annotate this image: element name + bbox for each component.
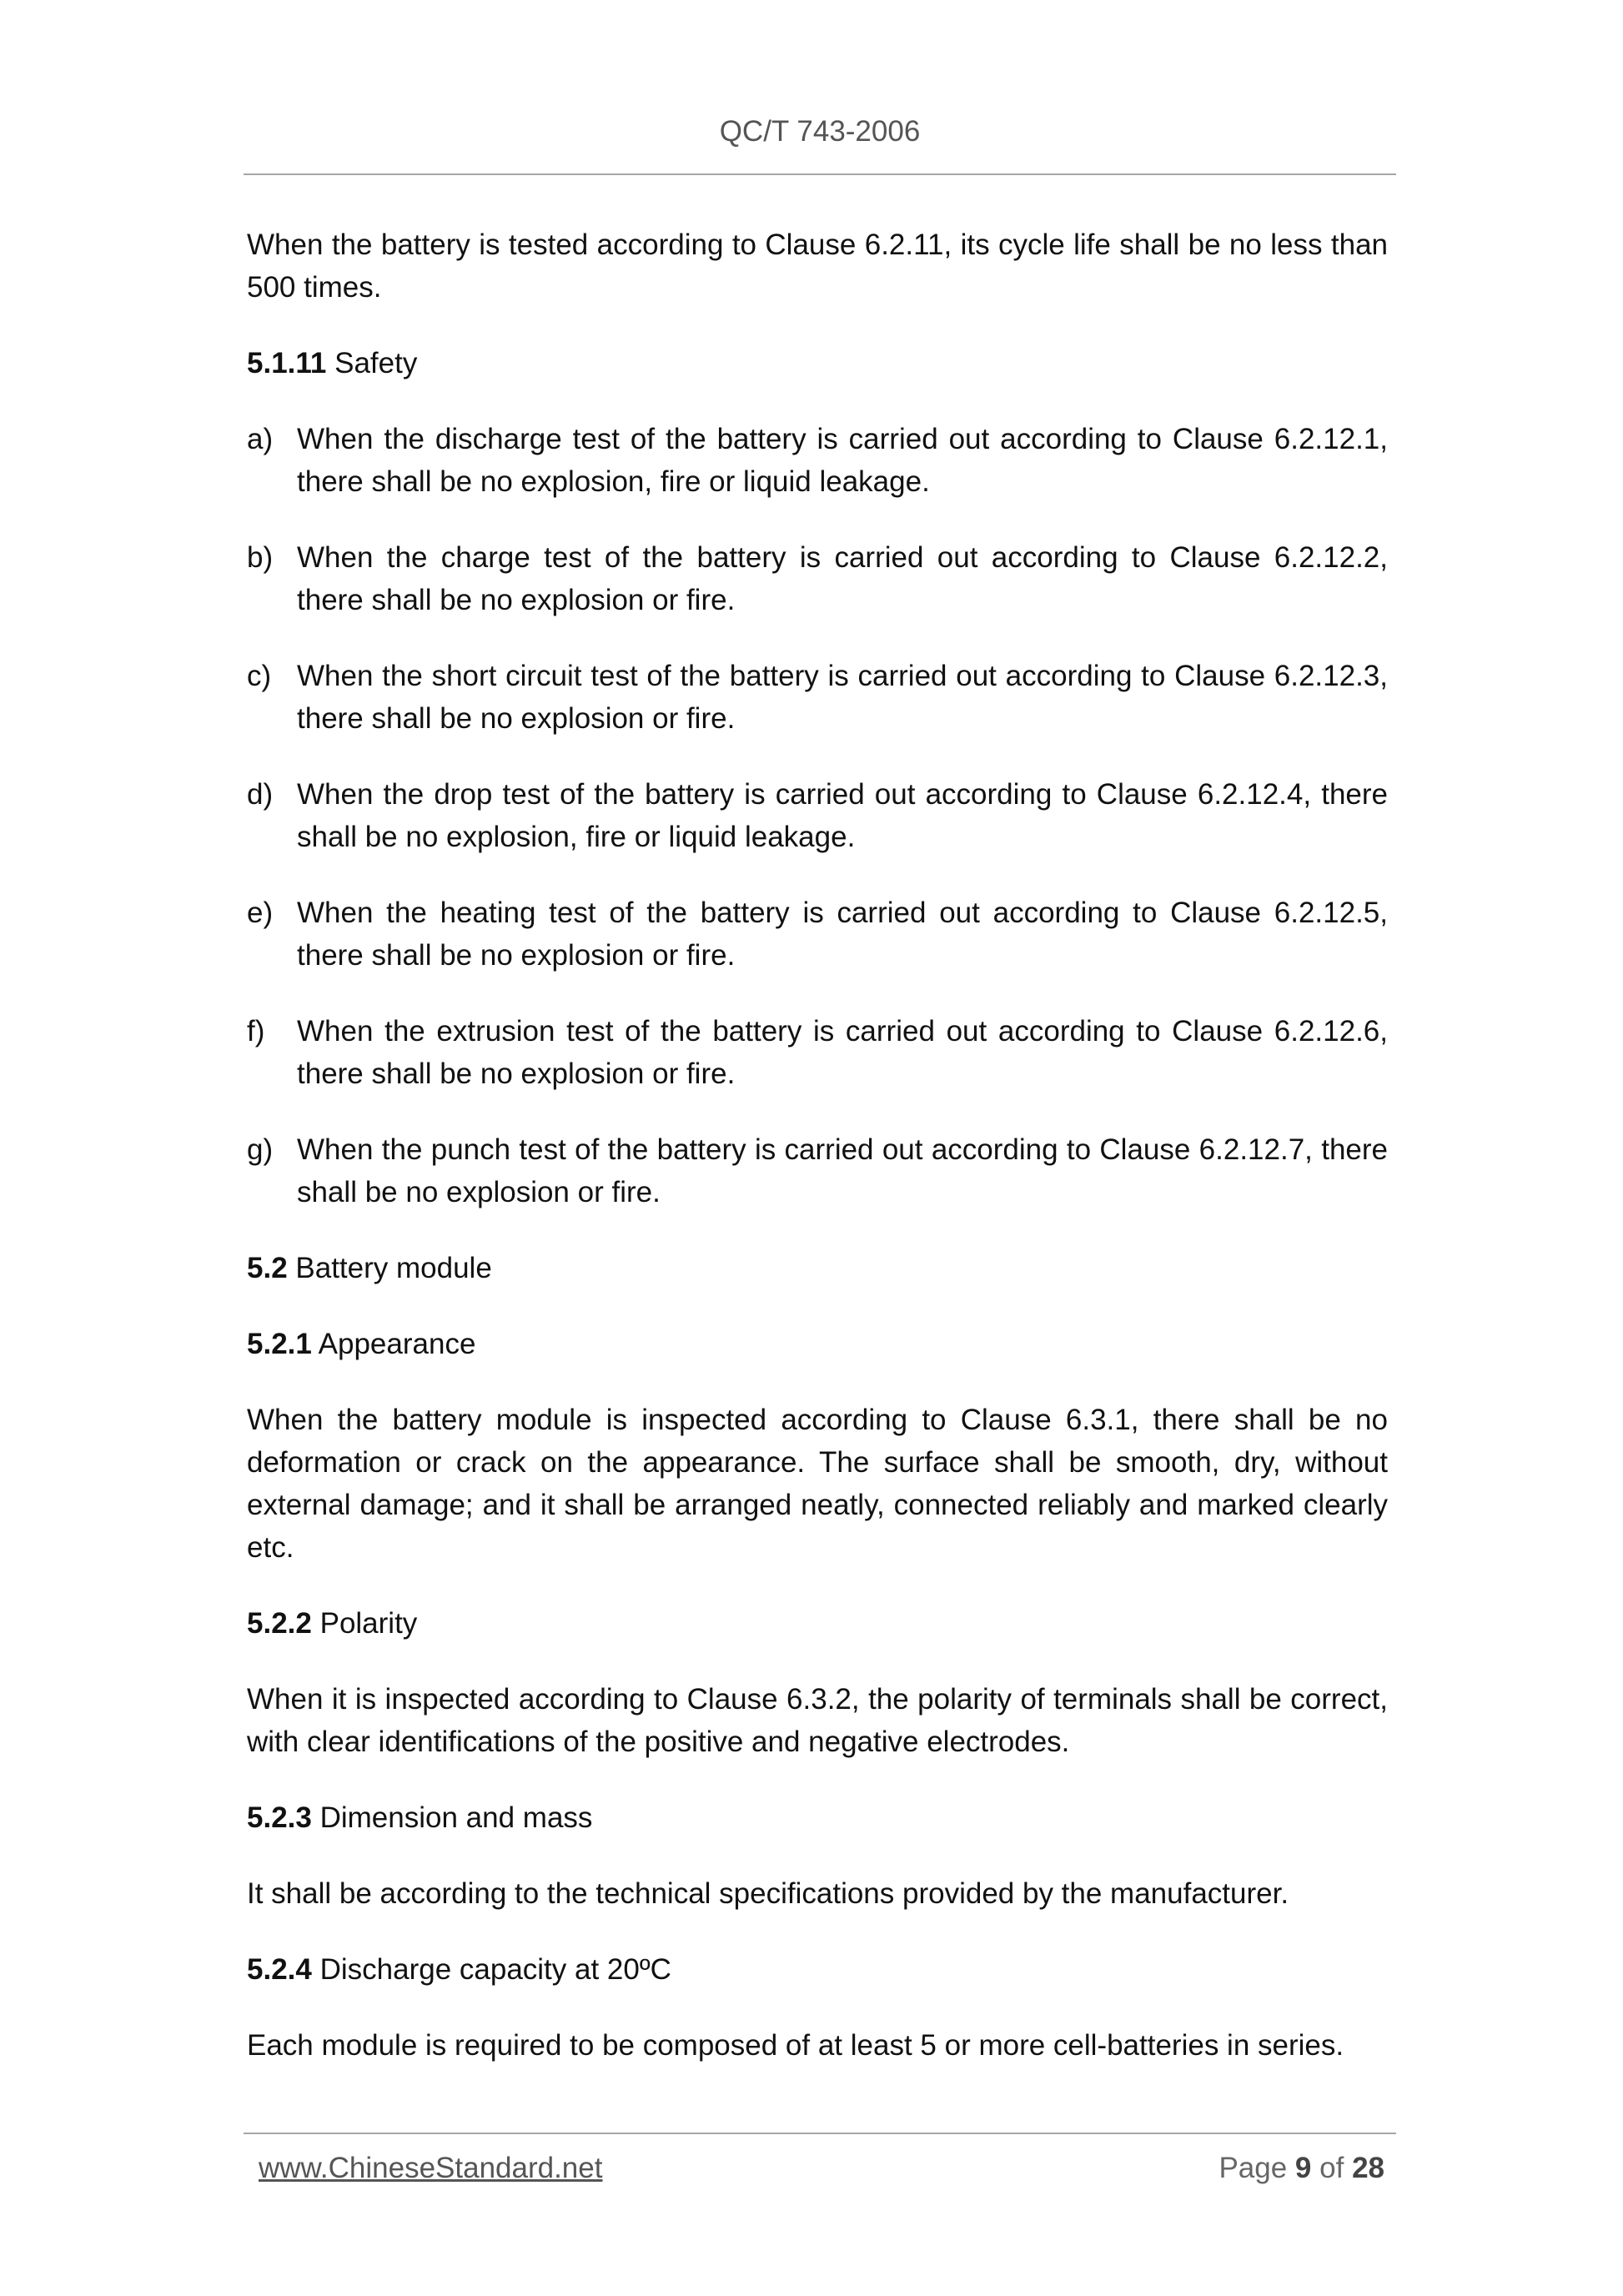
page-body [247,224,1388,2100]
section-paragraph-5-2-1: When the battery module is inspected according to Clause 6.3.1, there shall be no deformation or crack on the appearance. The surface shall be smooth, dry, without external damage; and it shall be arranged neatly, connected reliably and marked clearly etc. [247,1404,1388,1564]
list-item-text: When the extrusion test of the battery is carried out according to Clause 6.2.12.6, there shall be no explosion or fire. [297,1015,1388,1090]
page-total: 28 [1352,2152,1384,2184]
section-heading-5-2-1 [247,1323,1388,1365]
list-item [247,1128,1388,1213]
page-prefix: Page [1219,2152,1288,2184]
section-title: Polarity [319,1607,418,1640]
list-marker: a) [247,423,274,455]
section-number: 5.1.11 [247,347,327,379]
list-item [247,773,1388,858]
section-paragraph-5-2-4: Each module is required to be composed of at least 5 or more cell-batteries in series. [247,2029,1344,2062]
list-marker: f) [247,1015,265,1048]
section-number: 5.2.1 [247,1328,312,1360]
section-paragraph-5-2-3: It shall be according to the technical specifications provided by the manufacturer. [247,1877,1289,1910]
section-title: Safety [334,347,418,379]
list-item-text: When the punch test of the battery is carried out according to Clause 6.2.12.7, there shall be no explosion or fire. [297,1133,1388,1208]
list-item [247,655,1388,740]
list-item [247,418,1388,503]
footer-divider [244,2133,1396,2134]
section-heading-5-2-2 [247,1602,1388,1645]
section-number: 5.2.2 [247,1607,312,1640]
list-item [247,892,1388,977]
section-title: Discharge capacity at 20ºC [319,1953,671,1986]
section-paragraph-5-2-2: When it is inspected according to Clause 6.3.2, the polarity of terminals shall be correct, with clear identifications of the positive and negative electrodes. [247,1683,1388,1758]
section-heading-5-2-3 [247,1796,1388,1839]
section-number: 5.2.4 [247,1953,312,1986]
section-number: 5.2 [247,1252,288,1284]
list-item [247,536,1388,621]
page-current: 9 [1294,2152,1312,2184]
document-header-title: QC/T 743-2006 [719,115,921,148]
header-divider [244,173,1396,175]
section-title: Battery module [295,1252,492,1284]
list-marker: b) [247,541,274,574]
list-marker: g) [247,1133,274,1166]
list-item-text: When the discharge test of the battery is carried out according to Clause 6.2.12.1, there shall be no explosion, fire or liquid leakage. [297,423,1388,498]
section-title: Appearance [318,1328,476,1360]
list-item-text: When the short circuit test of the battery is carried out according to Clause 6.2.12.3, there shall be no explosion or fire. [297,660,1388,735]
list-marker: d) [247,778,274,811]
list-marker: e) [247,897,274,929]
section-heading-5-2-4 [247,1948,1388,1991]
list-item-text: When the heating test of the battery is carried out according to Clause 6.2.12.5, there shall be no explosion or fire. [297,897,1388,972]
section-heading-5-2 [247,1247,1388,1289]
list-marker: c) [247,660,272,692]
list-item [247,1010,1388,1095]
list-item-text: When the drop test of the battery is carried out according to Clause 6.2.12.4, there shall be no explosion, fire or liquid leakage. [297,778,1388,853]
intro-paragraph: When the battery is tested according to Clause 6.2.11, its cycle life shall be no less than 500 times. [247,229,1388,304]
section-title: Dimension and mass [319,1801,593,1834]
website-link[interactable]: www.ChineseStandard.net [259,2152,603,2184]
list-item-text: When the charge test of the battery is carried out according to Clause 6.2.12.2, there shall be no explosion or fire. [297,541,1388,616]
section-number: 5.2.3 [247,1801,312,1834]
page-number [1219,2152,1384,2185]
page-of: of [1319,2152,1344,2184]
section-heading-5-1-11 [247,342,1388,384]
